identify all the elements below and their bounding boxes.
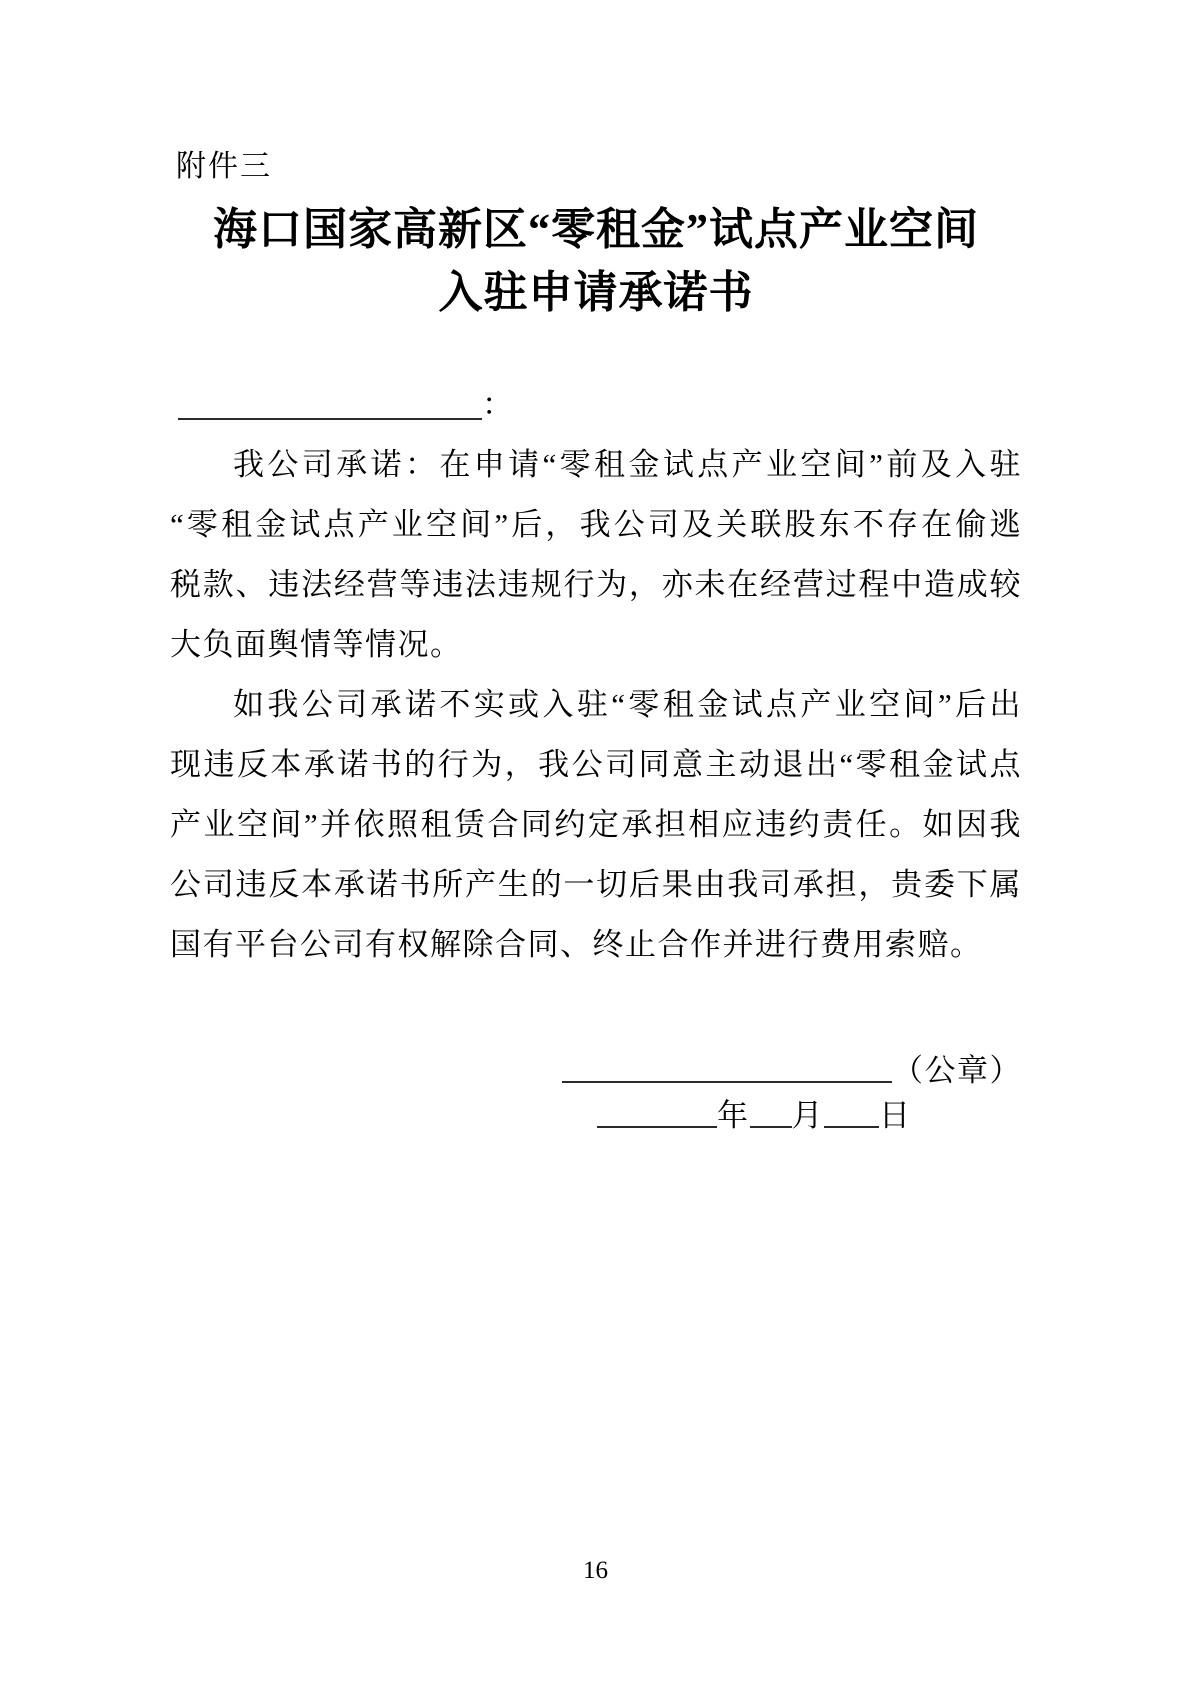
recipient-blank-line	[178, 388, 482, 420]
paragraph-1-line-3: 税款、违法经营等违法违规行为，亦未在经营过程中造成较	[170, 567, 1022, 602]
paragraph-2-line-2: 现违反本承诺书的行为，我公司同意主动退出“零租金试点	[170, 747, 1022, 782]
day-label: 日	[879, 1098, 912, 1133]
title-line-1: 海口国家高新区“零租金”试点产业空间	[213, 205, 979, 254]
paragraph-1-line-2: “零租金试点产业空间”后，我公司及关联股东不存在偷逃	[170, 507, 1022, 542]
paragraph-2-line-1: 如我公司承诺不实或入驻“零租金试点产业空间”后出	[233, 687, 1022, 722]
month-blank-line	[750, 1092, 792, 1128]
page-number: 16	[583, 1557, 608, 1584]
salutation-colon: ：	[482, 387, 513, 422]
paragraph-1-line-4: 大负面舆情等情况。	[170, 627, 463, 662]
paragraph-2-line-4: 公司违反本承诺书所产生的一切后果由我司承担，贵委下属	[170, 867, 1022, 902]
document-body	[170, 435, 1022, 975]
day-blank-line	[824, 1092, 879, 1128]
paragraph-2-line-3: 产业空间”并依照租赁合同约定承担相应违约责任。如因我	[170, 807, 1022, 842]
paragraph-1-line-1: 我公司承诺：在申请“零租金试点产业空间”前及入驻	[233, 447, 1022, 482]
attachment-label: 附件三	[176, 150, 272, 183]
year-blank-line	[597, 1092, 717, 1128]
document-title	[170, 198, 1022, 324]
signature-date-line	[597, 1086, 912, 1146]
seal-note: （公章）	[892, 1053, 1022, 1088]
salutation-line	[178, 388, 513, 420]
month-label: 月	[791, 1098, 824, 1133]
company-signature-blank-line	[562, 1047, 892, 1083]
title-line-2: 入驻申请承诺书	[438, 268, 754, 317]
year-label: 年	[717, 1098, 750, 1133]
paragraph-2-line-5: 国有平台公司有权解除合同、终止合作并进行费用索赔。	[170, 927, 983, 962]
